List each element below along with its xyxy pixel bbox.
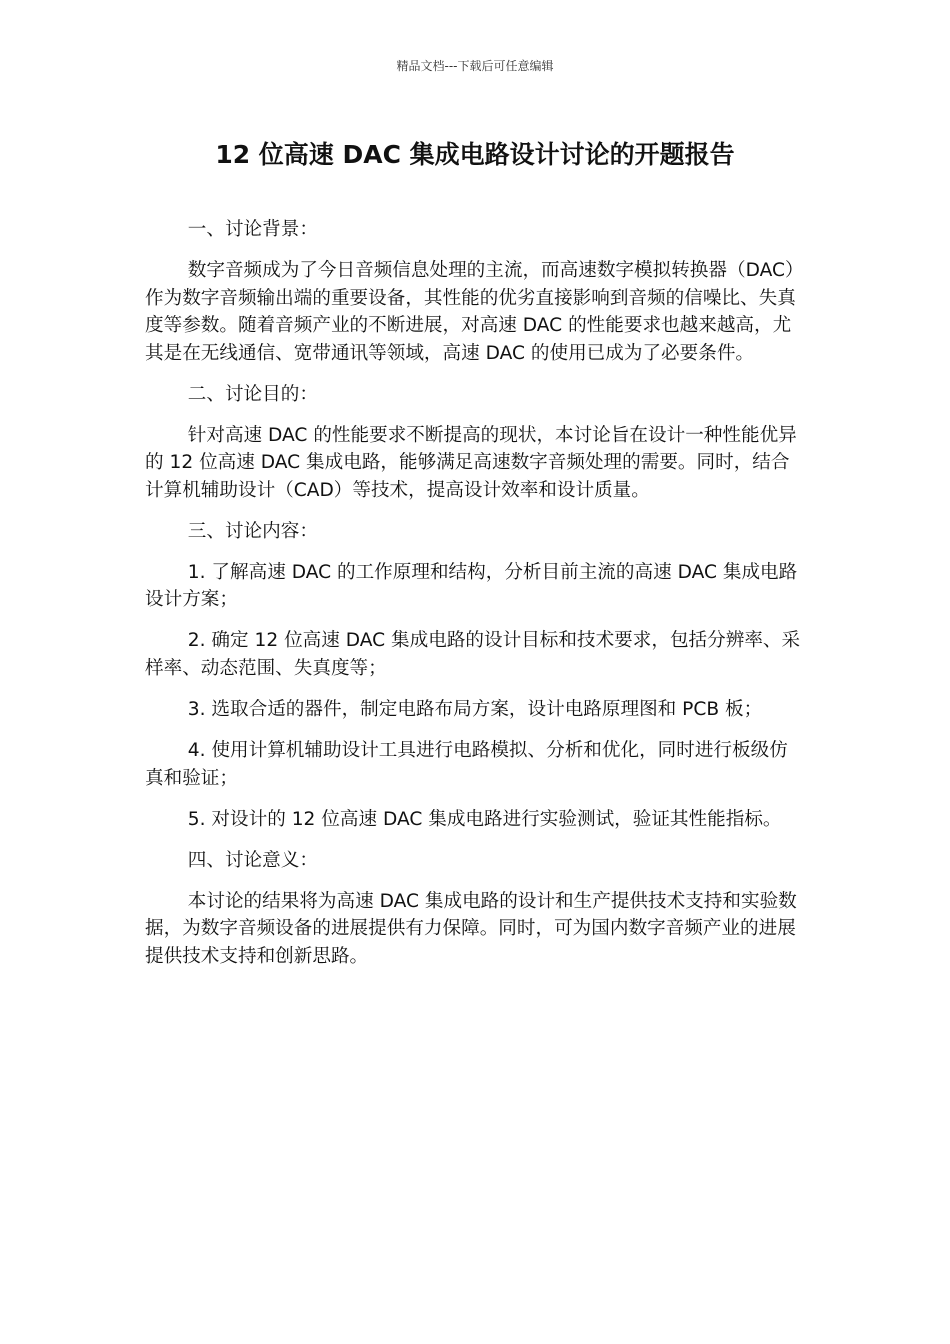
list-item-content-1: 1. 了解高速 DAC 的工作原理和结构，分析目前主流的高速 DAC 集成电路设计方案； bbox=[145, 561, 798, 611]
list-item-content-3: 3. 选取合适的器件，制定电路布局方案，设计电路原理图和 PCB 板； bbox=[187, 699, 763, 721]
document-body bbox=[145, 216, 805, 984]
list-item-content-2: 2. 确定 12 位高速 DAC 集成电路的设计目标和技术要求，包括分辨率、采样率、动态范围、失真度等； bbox=[145, 630, 801, 680]
section-heading-background: 一、讨论背景： bbox=[187, 219, 318, 240]
section-heading-purpose: 二、讨论目的： bbox=[187, 383, 318, 405]
paragraph-purpose: 针对高速 DAC 的性能要求不断提高的现状，本讨论旨在设计一种性能优异的 12 位高速 DAC 集成电路，能够满足高速数字音频处理的需要。同时，结合计算机辅助设计（CAD）等技术，提高设计效率和设计质量。 bbox=[145, 424, 797, 501]
document-title: 12 位高速 DAC 集成电路设计讨论的开题报告 bbox=[215, 140, 735, 169]
list-item-content-4: 4. 使用计算机辅助设计工具进行电路模拟、分析和优化，同时进行板级仿真和验证； bbox=[145, 740, 788, 789]
section-heading-content: 三、讨论内容： bbox=[187, 520, 318, 542]
list-item-content-5: 5. 对设计的 12 位高速 DAC 集成电路进行实验测试，验证其性能指标。 bbox=[187, 808, 782, 830]
section-heading-significance: 四、讨论意义： bbox=[187, 849, 318, 871]
paragraph-background: 数字音频成为了今日音频信息处理的主流，而高速数字模拟转换器（DAC）作为数字音频输出端的重要设备，其性能的优劣直接影响到音频的信噪比、失真度等参数。随着音频产业的不断进展，对高速 DAC 的性能要求也越来越高，尤其是在无线通信、宽带通讯等领域，高速 DAC 的使用已成为了必要条件。 bbox=[145, 259, 804, 364]
page-header: 精品文档---下载后可任意编辑 bbox=[396, 59, 554, 73]
paragraph-significance: 本讨论的结果将为高速 DAC 集成电路的设计和生产提供技术支持和实验数据，为数字音频设备的进展提供有力保障。同时，可为国内数字音频产业的进展提供技术支持和创新思路。 bbox=[145, 890, 797, 967]
